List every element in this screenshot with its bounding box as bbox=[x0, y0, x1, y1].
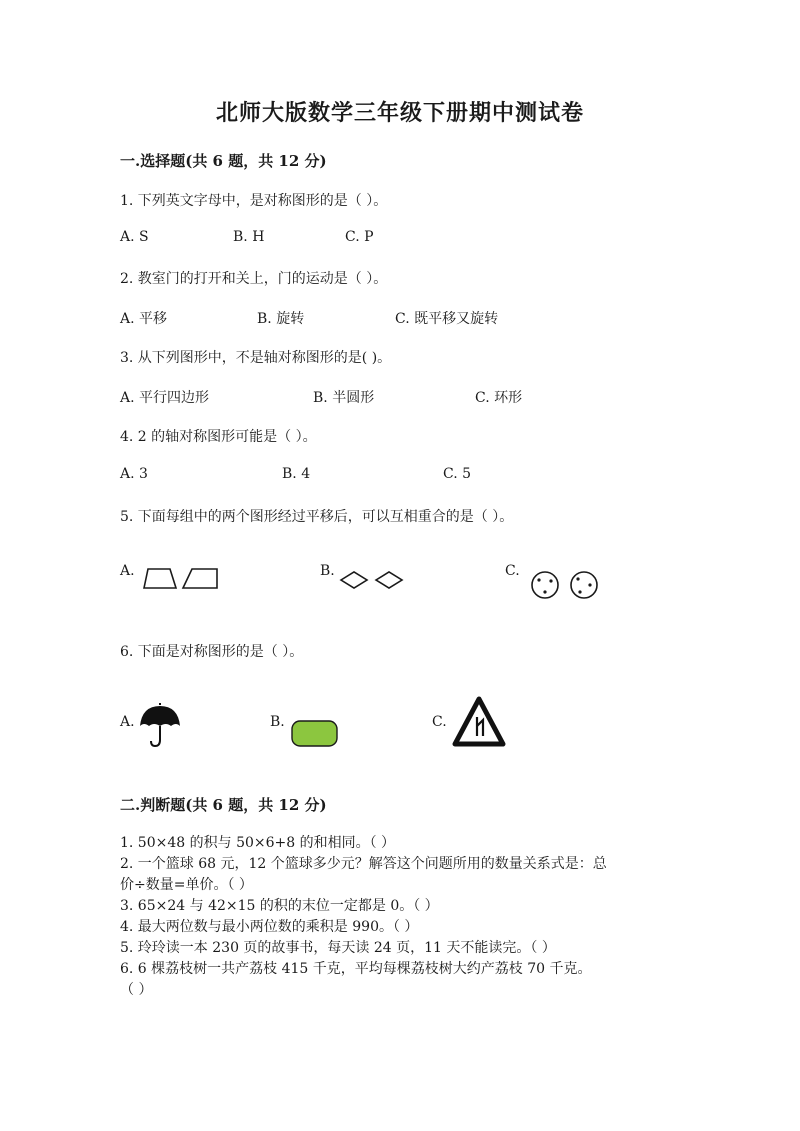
q5-option-c: C. bbox=[505, 563, 520, 579]
judgment-line: 5. 玲玲读一本 230 页的故事书，每天读 24 页，11 天不能读完。（ ） bbox=[120, 940, 556, 956]
q2-option-b: B. 旋转 bbox=[257, 311, 305, 327]
judgment-line: 2. 一个篮球 68 元，12 个篮球多少元？解答这个问题所用的数量关系式是：总 bbox=[120, 856, 607, 872]
q4-option-a: A. 3 bbox=[120, 466, 148, 482]
q6-option-b: B. bbox=[270, 714, 285, 730]
q5-option-a: A. bbox=[120, 563, 135, 579]
q4-option-b: B. 4 bbox=[282, 466, 311, 482]
q1-option-a: A. S bbox=[120, 229, 149, 245]
q3-option-b: B. 半圆形 bbox=[313, 390, 375, 406]
question-2: 2. 教室门的打开和关上，门的运动是（ ）。 bbox=[120, 271, 388, 287]
q6-option-c: C. bbox=[432, 714, 447, 730]
two-dotted-circles-icon bbox=[528, 570, 604, 600]
judgment-line: 1. 50×48 的积与 50×6+8 的和相同。（ ） bbox=[120, 835, 396, 851]
warning-road-sign-icon bbox=[452, 696, 506, 748]
q1-option-b: B. H bbox=[233, 229, 265, 245]
question-4: 4. 2 的轴对称图形可能是（ ）。 bbox=[120, 429, 317, 445]
two-diamonds-icon bbox=[338, 570, 408, 592]
q6-option-a: A. bbox=[120, 714, 135, 730]
q4-option-c: C. 5 bbox=[443, 466, 472, 482]
page-title: 北师大版数学三年级下册期中测试卷 bbox=[215, 100, 584, 126]
q2-option-c: C. 既平移又旋转 bbox=[395, 311, 499, 327]
q3-option-c: C. 环形 bbox=[475, 390, 523, 406]
q3-option-a: A. 平行四边形 bbox=[120, 390, 210, 406]
green-rounded-rectangle-icon bbox=[290, 719, 340, 749]
judgment-line: 价÷数量=单价。（ ） bbox=[120, 877, 253, 893]
question-3: 3. 从下列图形中，不是轴对称图形的是( )。 bbox=[120, 350, 392, 366]
judgment-line: 6. 6 棵荔枝树一共产荔枝 415 千克，平均每棵荔枝树大约产荔枝 70 千克。 bbox=[120, 961, 592, 977]
judgment-line: 3. 65×24 与 42×15 的积的末位一定都是 0。（ ） bbox=[120, 898, 439, 914]
q1-option-c: C. P bbox=[345, 229, 374, 245]
two-trapezoids-icon bbox=[140, 566, 225, 592]
question-1: 1. 下列英文字母中，是对称图形的是（ ）。 bbox=[120, 193, 388, 209]
question-5: 5. 下面每组中的两个图形经过平移后，可以互相重合的是（ ）。 bbox=[120, 509, 514, 525]
judgment-line: （ ） bbox=[120, 982, 153, 998]
judgment-line: 4. 最大两位数与最小两位数的乘积是 990。（ ） bbox=[120, 919, 419, 935]
section-heading-choice: 一.选择题(共 6 题，共 12 分) bbox=[120, 152, 327, 170]
section-heading-judgment: 二.判断题(共 6 题，共 12 分) bbox=[120, 796, 327, 814]
q5-option-b: B. bbox=[320, 563, 335, 579]
umbrella-icon bbox=[138, 702, 182, 748]
question-6: 6. 下面是对称图形的是（ ）。 bbox=[120, 644, 304, 660]
q2-option-a: A. 平移 bbox=[120, 311, 168, 327]
